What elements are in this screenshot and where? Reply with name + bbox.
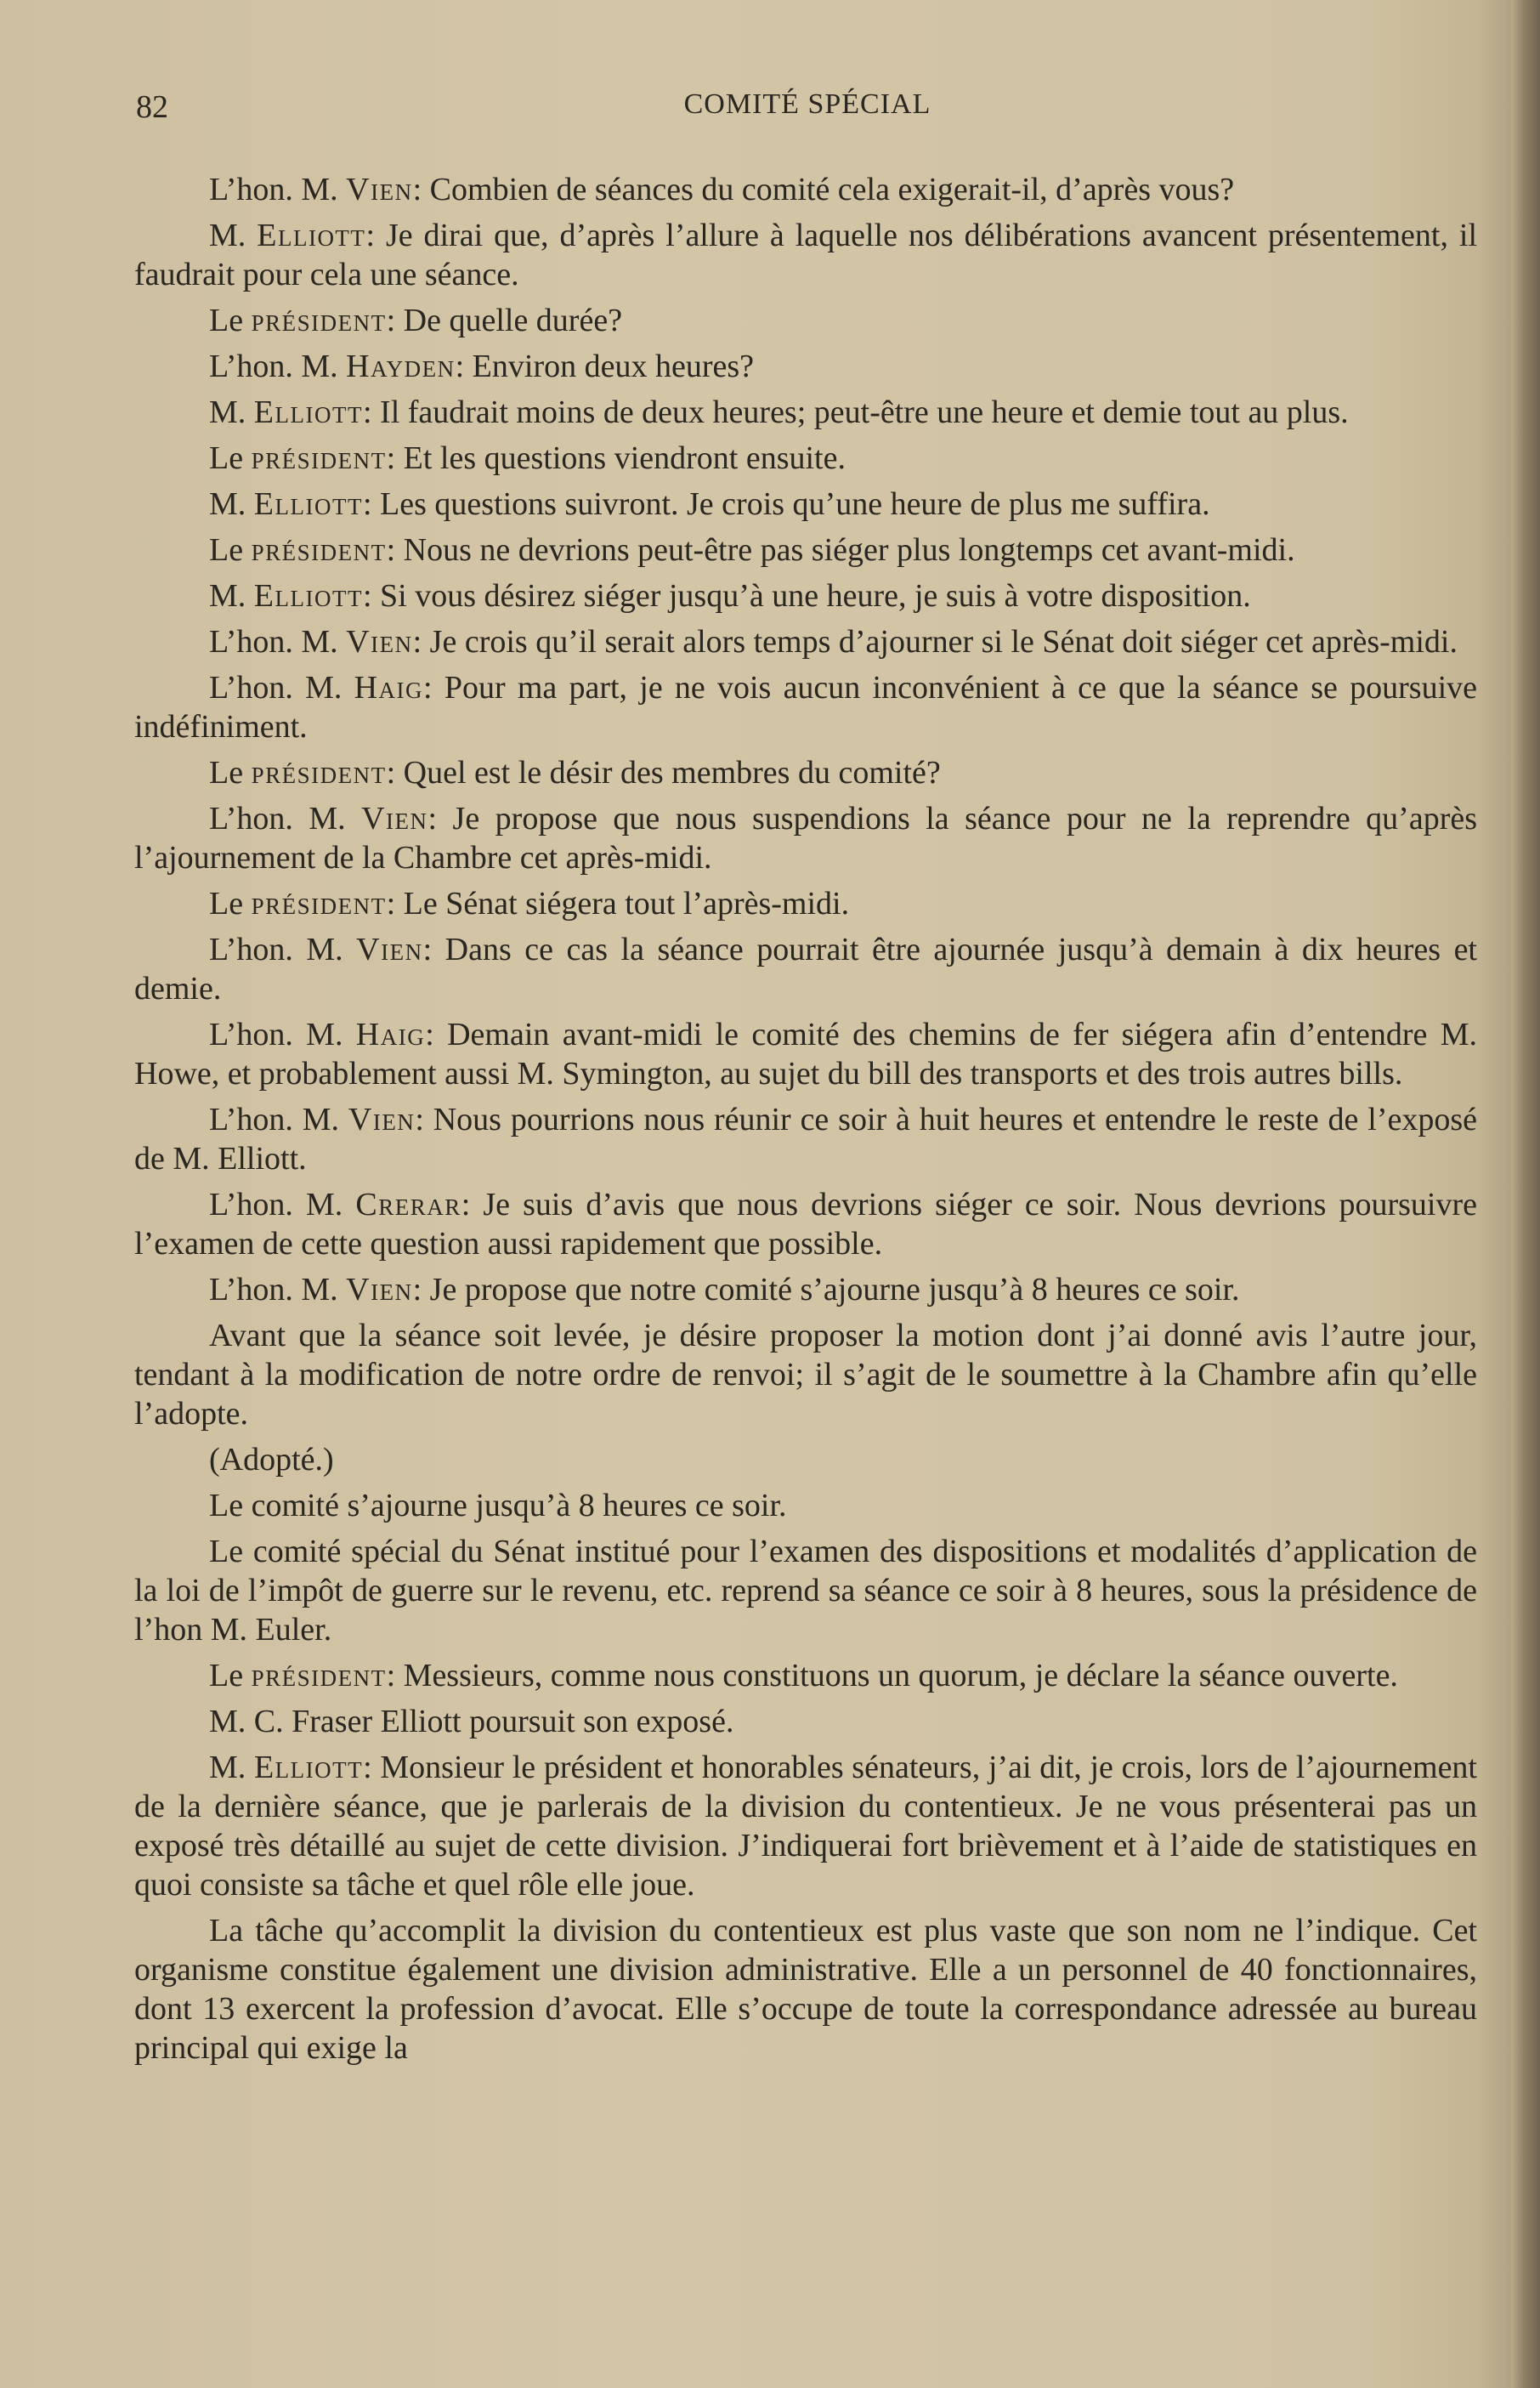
paragraph xyxy=(134,884,1477,923)
speaker-name: Vien xyxy=(346,624,413,660)
paragraph xyxy=(134,1486,1477,1525)
paragraph-text: : Le Sénat siégera tout l’après-midi. xyxy=(386,886,850,922)
paragraph xyxy=(134,622,1477,661)
paragraph-text: : Pour ma part, je ne vois aucun inconvénient à ce que la séance se poursuive indéfiniment. xyxy=(134,670,1477,745)
speaker-prefix: Le xyxy=(209,886,252,922)
paragraph-text: : Je suis d’avis que nous devrions siéger ce soir. Nous devrions poursuivre l’examen de cette question aussi rapidement que possible. xyxy=(134,1187,1477,1262)
speaker-name: président xyxy=(251,755,387,791)
speaker-name: Vien xyxy=(346,172,413,207)
speaker-name: président xyxy=(251,440,387,476)
speaker-prefix: Le xyxy=(209,1658,252,1693)
speaker-name: Vien xyxy=(348,1102,416,1137)
paragraph-text: : Nous ne devrions peut-être pas siéger plus longtemps cet avant-midi. xyxy=(386,532,1295,568)
paragraph-text: : Environ deux heures? xyxy=(455,349,755,384)
paragraph-text: (Adopté.) xyxy=(209,1442,334,1478)
speaker-name: président xyxy=(251,1658,387,1693)
speaker-name: Elliott xyxy=(253,486,363,522)
paragraph-text: : Je crois qu’il serait alors temps d’ajourner si le Sénat doit siéger cet après-midi. xyxy=(412,624,1458,660)
paragraph xyxy=(134,439,1477,478)
paragraph xyxy=(134,1748,1477,1904)
paragraph-text: : Il faudrait moins de deux heures; peut-être une heure et demie tout au plus. xyxy=(362,394,1349,430)
speaker-name: Elliott xyxy=(253,394,363,430)
speaker-prefix: L’hon. M. xyxy=(209,932,357,967)
paragraph xyxy=(134,393,1477,432)
speaker-name: Elliott xyxy=(253,578,363,614)
paragraph xyxy=(134,1440,1477,1479)
paragraph-text: : Dans ce cas la séance pourrait être ajournée jusqu’à demain à dix heures et demie. xyxy=(134,932,1477,1007)
speaker-name: Haig xyxy=(354,670,424,706)
speaker-name: Hayden xyxy=(346,349,456,384)
paragraph xyxy=(134,216,1477,294)
paragraph xyxy=(134,170,1477,209)
paragraph xyxy=(134,1316,1477,1433)
body-text xyxy=(134,170,1477,2074)
paragraph-text: La tâche qu’accomplit la division du contentieux est plus vaste que son nom ne l’indique. Cet organisme constitue également une division administrative. Elle a un personnel de 40 fonctionnaires, dont 13 exercent la profession d’avocat. Elle s’occupe de toute la correspondance adressée au bureau principal qui exige la xyxy=(134,1913,1477,2066)
paragraph-text: : Quel est le désir des membres du comité? xyxy=(386,755,941,791)
paragraph xyxy=(134,485,1477,524)
speaker-prefix: M. xyxy=(209,486,254,522)
speaker-prefix: Le xyxy=(209,755,252,791)
speaker-prefix: L’hon. M. xyxy=(209,349,347,384)
paragraph-text: : Je dirai que, d’après l’allure à laquelle nos délibérations avancent présentement, il faudrait pour cela une séance. xyxy=(134,218,1478,292)
speaker-prefix: L’hon. M. xyxy=(209,624,347,660)
paragraph xyxy=(134,753,1477,792)
paragraph-text: Le comité spécial du Sénat institué pour l’examen des dispositions et modalités d’application de la loi de l’impôt de guerre sur le revenu, etc. reprend sa séance ce soir à 8 heures, sous la présidence de l’hon M. Euler. xyxy=(134,1534,1477,1648)
page-number: 82 xyxy=(136,89,168,125)
paragraph xyxy=(134,1656,1477,1695)
speaker-name: Elliott xyxy=(253,1750,364,1785)
paragraph xyxy=(134,1015,1477,1093)
paragraph-text: : Je propose que nous suspendions la séance pour ne la reprendre qu’après l’ajournement de la Chambre cet après-midi. xyxy=(134,801,1477,876)
speaker-prefix: L’hon. M. xyxy=(209,801,362,837)
paragraph-text: : Combien de séances du comité cela exigerait-il, d’après vous? xyxy=(412,172,1235,207)
speaker-name: Vien xyxy=(356,932,423,967)
book-spine-shadow xyxy=(1511,0,1540,2388)
paragraph xyxy=(134,347,1477,386)
speaker-prefix: Le xyxy=(209,440,252,476)
paragraph-text: M. C. Fraser Elliott poursuit son exposé. xyxy=(209,1704,734,1739)
speaker-prefix: L’hon. M. xyxy=(209,1102,348,1137)
speaker-prefix: L’hon. M. xyxy=(209,1017,356,1052)
speaker-name: Elliott xyxy=(257,218,366,253)
paragraph xyxy=(134,1911,1477,2068)
speaker-prefix: M. xyxy=(209,394,254,430)
paragraph xyxy=(134,1532,1477,1649)
paragraph xyxy=(134,930,1477,1008)
paragraph xyxy=(134,1185,1477,1263)
speaker-prefix: M. xyxy=(209,218,258,253)
paragraph-text: : Monsieur le président et honorables sénateurs, j’ai dit, je crois, lors de l’ajournement de la dernière séance, que je parlerais de la division du contentieux. Je ne vous présenterai pas un exposé très détaillé au sujet de cette division. J’indiquerai fort brièvement et à l’aide de statistiques en quoi consiste sa tâche et quel rôle elle joue. xyxy=(134,1750,1477,1903)
paragraph-text: : Et les questions viendront ensuite. xyxy=(386,440,846,476)
paragraph-text: : Les questions suivront. Je crois qu’une heure de plus me suffira. xyxy=(362,486,1210,522)
paragraph-text: Avant que la séance soit levée, je désire proposer la motion dont j’ai donné avis l’autre jour, tendant à la modification de notre ordre de renvoi; il s’agit de le soumettre à la Chambre afin qu’elle l’adopte. xyxy=(134,1318,1477,1432)
paragraph xyxy=(134,301,1477,340)
paragraph xyxy=(134,799,1477,877)
speaker-name: Crerar xyxy=(355,1187,461,1222)
speaker-name: Vien xyxy=(361,801,428,837)
paragraph-text: : Messieurs, comme nous constituons un quorum, je déclare la séance ouverte. xyxy=(386,1658,1398,1693)
paragraph-text: : Nous pourrions nous réunir ce soir à huit heures et entendre le reste de l’exposé de M. Elliott. xyxy=(134,1102,1478,1177)
paragraph xyxy=(134,530,1477,570)
running-head: COMITÉ SPÉCIAL xyxy=(683,88,931,120)
paragraph-text: : De quelle durée? xyxy=(386,303,623,338)
speaker-name: Haig xyxy=(355,1017,426,1052)
paragraph-text: Le comité s’ajourne jusqu’à 8 heures ce soir. xyxy=(209,1488,787,1523)
paragraph-text: : Si vous désirez siéger jusqu’à une heure, je suis à votre disposition. xyxy=(362,578,1251,614)
paragraph-text: : Je propose que notre comité s’ajourne jusqu’à 8 heures ce soir. xyxy=(412,1272,1240,1307)
paragraph xyxy=(134,668,1477,746)
speaker-name: président xyxy=(251,532,387,568)
paragraph xyxy=(134,1270,1477,1309)
page-header xyxy=(136,88,1479,139)
speaker-prefix: Le xyxy=(209,532,252,568)
speaker-prefix: M. xyxy=(209,578,254,614)
speaker-prefix: L’hon. M. xyxy=(209,670,354,706)
speaker-prefix: L’hon. M. xyxy=(209,1272,347,1307)
paragraph-text: : Demain avant-midi le comité des chemins de fer siégera afin d’entendre M. Howe, et probablement aussi M. Symington, au sujet du bill des transports et des trois autres bills. xyxy=(134,1017,1477,1092)
speaker-prefix: L’hon. M. xyxy=(209,172,347,207)
speaker-name: président xyxy=(251,886,387,922)
speaker-prefix: M. xyxy=(209,1750,254,1785)
paragraph xyxy=(134,1702,1477,1741)
speaker-name: Vien xyxy=(346,1272,413,1307)
speaker-prefix: L’hon. M. xyxy=(209,1187,356,1222)
speaker-prefix: Le xyxy=(209,303,252,338)
paragraph xyxy=(134,1100,1477,1178)
speaker-name: président xyxy=(251,303,387,338)
paragraph xyxy=(134,576,1477,615)
